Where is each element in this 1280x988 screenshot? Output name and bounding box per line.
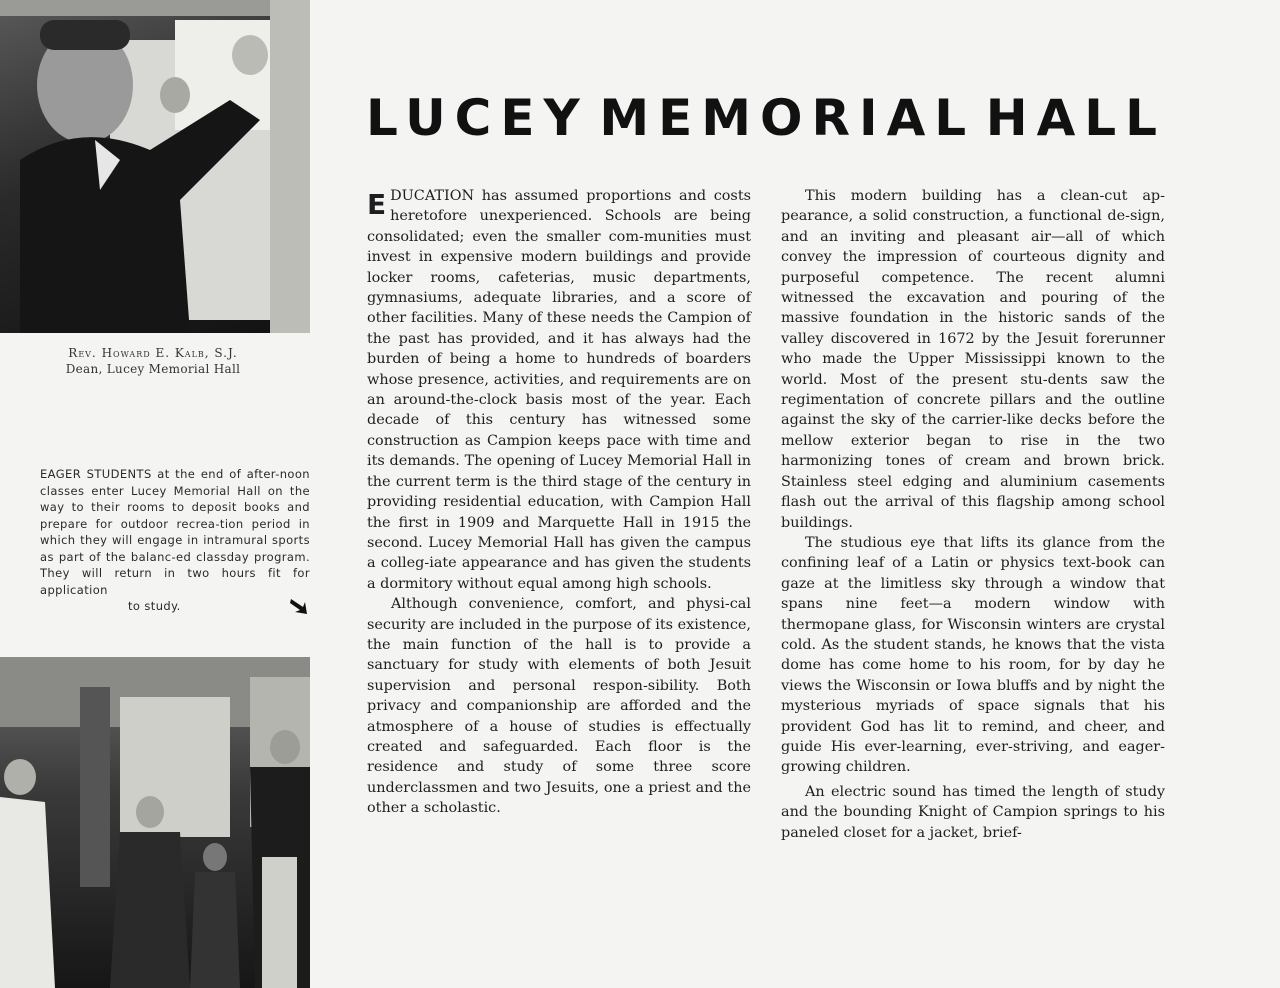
dean-name: Rev. Howard E. Kalb, S.J. (68, 346, 238, 360)
students-caption-body: EAGER STUDENTS at the end of after-noon classes enter Lucey Memorial Hall on the way to their rooms to deposit books and prepare for outdoor recrea-tion period in which they will engage in intramural sports as part of the balanc-ed classday program. They will return in two hours fit for application (40, 467, 310, 597)
students-caption (40, 466, 310, 615)
paragraph: The studious eye that lifts its glance from the confining leaf of a Latin or physics text-book can gaze at the limitless sky through a window that spans nine feet—a modern window with thermopane glass, for Wisconsin winters are crystal cold. As the student stands, he knows that the vista dome has come home to his room, for by day he views the Wisconsin or Iowa bluffs and by night the mysterious myriads of space signals that his provident God has lit to remind, and cheer, and guide His ever-learning, ever-striving, and eager-growing children. (781, 534, 1165, 776)
title-word-1: LUCEY (366, 89, 589, 147)
paragraph-text: DUCATION has assumed proportions and costs heretofore unexperienced. Schools are being consolidated; even the smaller com-munities must invest in expensive modern buildings and provide locker rooms, cafeterias, music departments, gymnasiums, adequate libraries, and a score of other facilities. Many of these needs the Campion of the past has provided, and it has always had the burden of being a home to hundreds of boarders whose presence, activities, and requirements are on an around-the-clock basis most of the year. Each decade of this century has witnessed some construction as Campion keeps pace with time and its demands. The opening of Lucey Memorial Hall in the current term is the third stage of the century in providing residential education, with Campion Hall the first in 1909 and Marquette Hall in 1915 the second. Lucey Memorial Hall has given the campus a colleg-iate appearance and has given the students a dormitory without equal among high schools. (367, 188, 751, 592)
dean-photo-illustration (0, 0, 310, 333)
paragraph: This modern building has a clean-cut ap-pearance, a solid construction, a functional de-sign, and an inviting and pleasant air—all of which convey the impression of courteous dignity and purposeful competence. The recent alumni witnessed the excavation and pouring of the massive foundation in the historic sands of the valley discovered in 1672 by the Jesuit forerunner who made the Upper Mississippi known to the world. Most of the present stu-dents saw the regimentation of concrete pillars and the outline against the sky of the carrier-like decks before the mellow exterior began to rise in the two harmonizing tones of cream and brown brick. Stainless steel edging and aluminium casements flash out the arrival of this flagship among school buildings. (781, 188, 1165, 531)
students-caption-tail: to study. (128, 599, 181, 613)
title-word-2: MEMORIAL (599, 89, 976, 147)
paragraph: Although convenience, comfort, and physi-cal security are included in the purpose of its existence, the main function of the hall is to provide a sanctuary for study with elements of both Jesuit supervision and personal respon-sibility. Both privacy and companionship are afforded and the atmosphere of a house of studies is effectually created and safeguarded. Each floor is the residence and study of some three score underclassmen and two Jesuits, one a priest and the other a scholastic. (367, 596, 751, 817)
dean-caption (18, 345, 288, 377)
students-photo-illustration (0, 657, 310, 988)
page-title (366, 88, 1166, 148)
title-word-3: HALL (985, 89, 1166, 147)
paragraph (367, 186, 751, 594)
article-column-right (781, 186, 1165, 843)
dean-photo (0, 0, 310, 333)
students-photo (0, 657, 310, 988)
dean-position: Dean, Lucey Memorial Hall (65, 362, 241, 376)
arrow-down-right-icon (290, 597, 308, 615)
article-column-left (367, 186, 751, 819)
drop-cap: E (367, 188, 387, 221)
paragraph: An electric sound has timed the length of study and the bounding Knight of Campion springs to his paneled closet for a jacket, brief- (781, 783, 1165, 841)
